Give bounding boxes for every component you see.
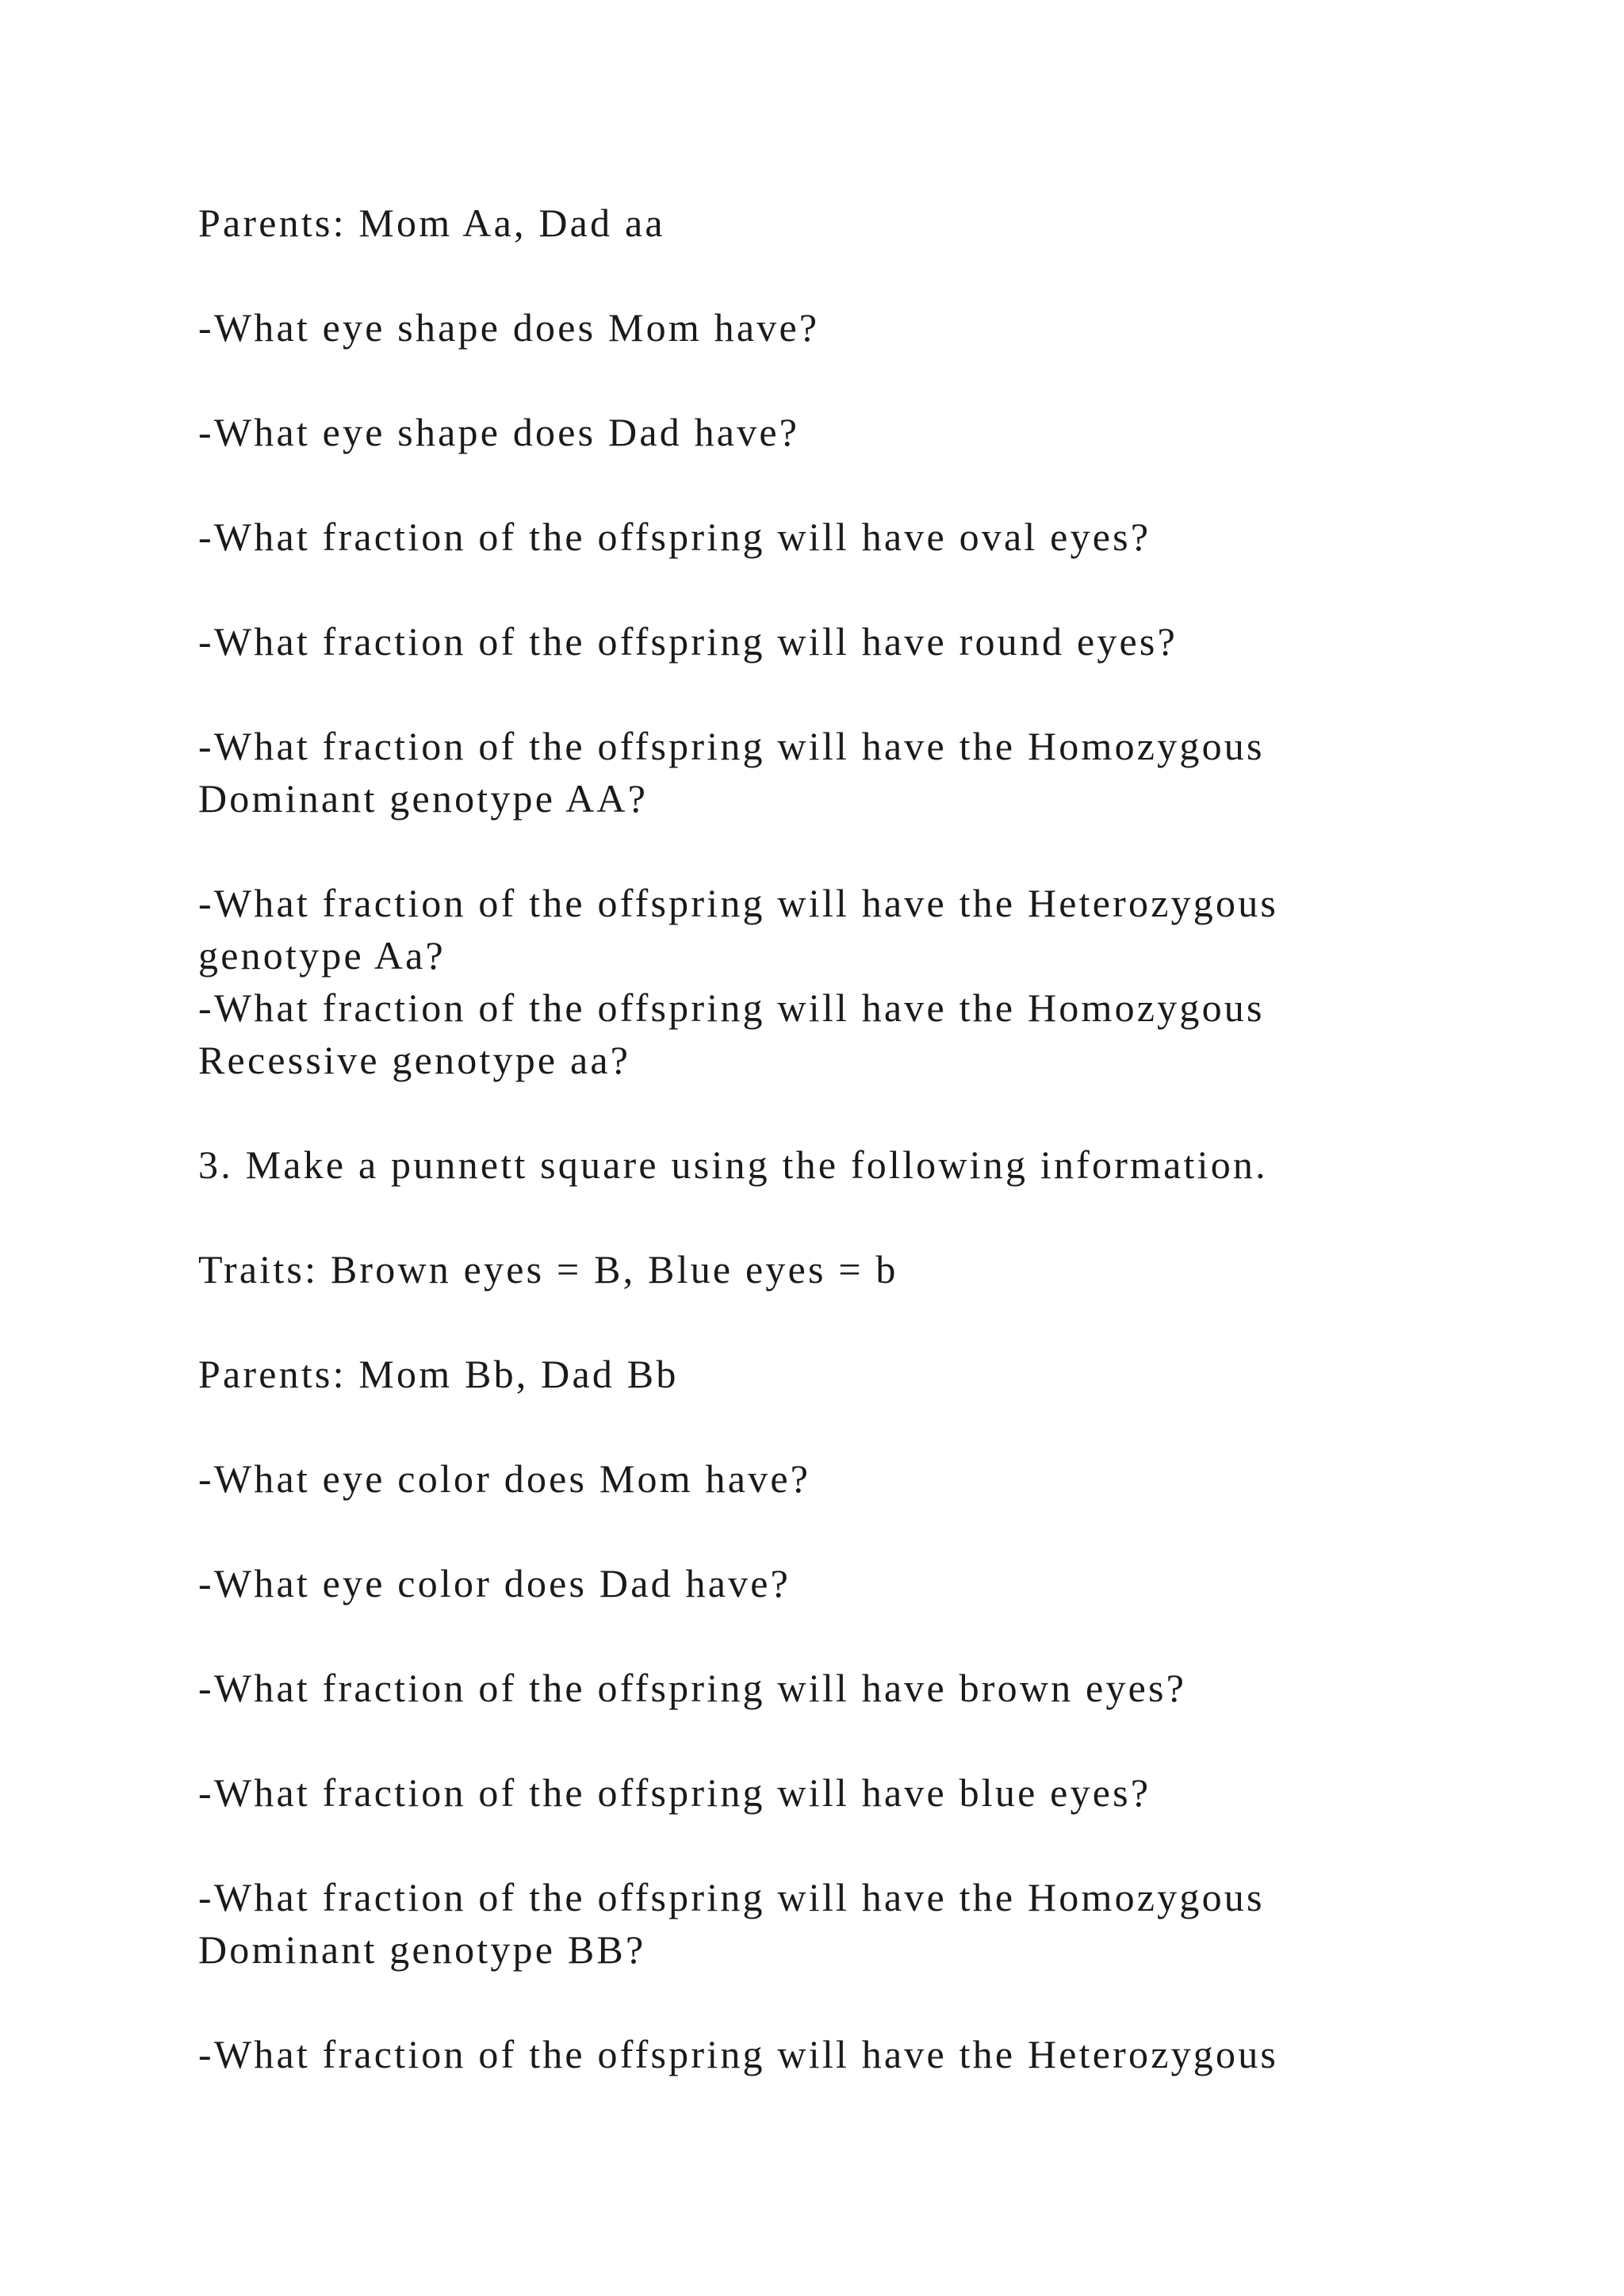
question-homozygous-dominant-bb-1: -What fraction of the offspring will have the Homozygous	[198, 1875, 1265, 1919]
question-brown-eyes: -What fraction of the offspring will have brown eyes?	[198, 1666, 1187, 1710]
question-dad-eye-color: -What eye color does Dad have?	[198, 1561, 791, 1605]
question-blue-eyes: -What fraction of the offspring will have blue eyes?	[198, 1770, 1151, 1815]
question-round-eyes: -What fraction of the offspring will have round eyes?	[198, 619, 1178, 664]
parents-line-2: Parents: Mom Bb, Dad Bb	[198, 1352, 679, 1396]
question-heterozygous-bb-1: -What fraction of the offspring will have the Heterozygous	[198, 2032, 1279, 2076]
section-3-heading: 3. Make a punnett square using the following information.	[198, 1142, 1268, 1187]
question-heterozygous-aa-2: genotype Aa?	[198, 933, 446, 978]
parents-line-1: Parents: Mom Aa, Dad aa	[198, 201, 665, 245]
question-homozygous-recessive-aa-2: Recessive genotype aa?	[198, 1038, 631, 1082]
question-homozygous-dominant-aa-1: -What fraction of the offspring will have the Homozygous	[198, 724, 1265, 768]
question-heterozygous-aa-1: -What fraction of the offspring will have the Heterozygous	[198, 881, 1279, 925]
question-homozygous-dominant-aa-2: Dominant genotype AA?	[198, 776, 649, 821]
question-dad-eye-shape: -What eye shape does Dad have?	[198, 410, 800, 454]
question-oval-eyes: -What fraction of the offspring will have oval eyes?	[198, 515, 1151, 559]
question-homozygous-dominant-bb-2: Dominant genotype BB?	[198, 1927, 646, 1972]
question-mom-eye-shape: -What eye shape does Mom have?	[198, 305, 820, 350]
question-homozygous-recessive-aa-1: -What fraction of the offspring will have the Homozygous	[198, 985, 1265, 1030]
traits-line: Traits: Brown eyes = B, Blue eyes = b	[198, 1247, 898, 1292]
question-mom-eye-color: -What eye color does Mom have?	[198, 1456, 811, 1501]
